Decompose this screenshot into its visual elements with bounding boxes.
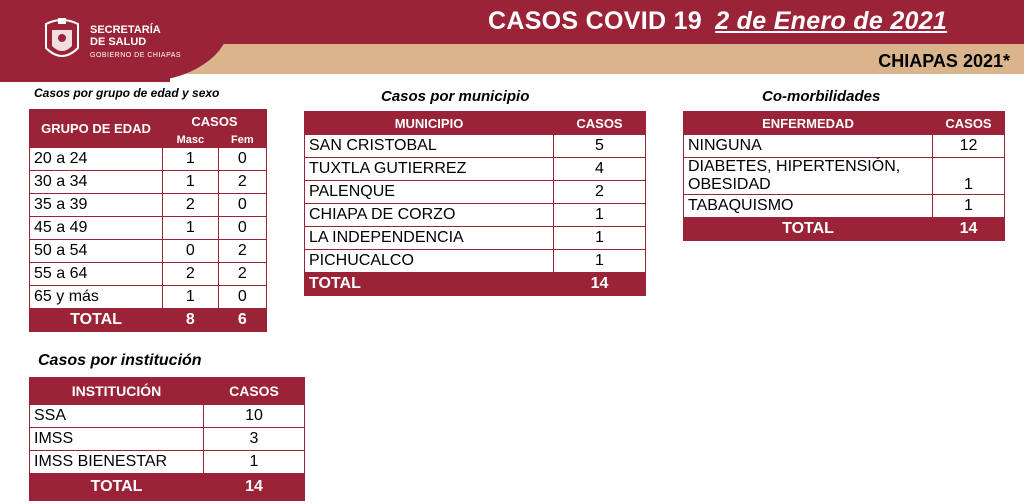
col-institucion: INSTITUCIÓN xyxy=(30,378,204,405)
age-sex-title: Casos por grupo de edad y sexo xyxy=(34,86,220,100)
cell-cases: 4 xyxy=(554,158,646,181)
total-row xyxy=(30,474,305,501)
table-row xyxy=(30,428,305,451)
total-row xyxy=(305,273,646,296)
brand-text xyxy=(90,24,181,62)
cell-group: 35 a 39 xyxy=(30,194,163,217)
table-row xyxy=(30,451,305,474)
institucion-table xyxy=(29,377,305,501)
col-municipio: MUNICIPIO xyxy=(305,112,554,135)
cell-name: IMSS BIENESTAR xyxy=(30,451,204,474)
total-label: TOTAL xyxy=(305,273,554,296)
table-row xyxy=(305,250,646,273)
cell-name: SSA xyxy=(30,405,204,428)
col-casos: CASOS xyxy=(204,378,305,405)
region-label: CHIAPAS 2021* xyxy=(878,51,1010,71)
cell-cases: 10 xyxy=(204,405,305,428)
cell-cases: 12 xyxy=(933,135,1005,158)
municipio-table xyxy=(304,111,646,296)
cell-name-line1: DIABETES, HIPERTENSIÓN, xyxy=(688,158,901,175)
cell-cases: 1 xyxy=(204,451,305,474)
table-row xyxy=(305,181,646,204)
cell-name: NINGUNA xyxy=(684,135,933,158)
coat-of-arms-icon xyxy=(42,14,82,66)
cell-name: TABAQUISMO xyxy=(684,195,933,218)
cell-masc: 2 xyxy=(163,263,219,286)
total-row xyxy=(684,218,1005,241)
table-row xyxy=(305,204,646,227)
cell-fem: 0 xyxy=(218,217,266,240)
table-row xyxy=(30,286,267,309)
age-sex-table xyxy=(29,109,267,332)
col-grupo-edad: GRUPO DE EDAD xyxy=(30,110,163,148)
cell-name: PALENQUE xyxy=(305,181,554,204)
table-row xyxy=(30,194,267,217)
cell-cases: 1 xyxy=(933,158,1005,195)
cell-fem: 0 xyxy=(218,148,266,171)
comorb-title: Co-morbilidades xyxy=(762,88,881,105)
table-row xyxy=(305,158,646,181)
cell-group: 50 a 54 xyxy=(30,240,163,263)
municipio-title: Casos por municipio xyxy=(381,88,530,105)
cell-fem: 0 xyxy=(218,194,266,217)
cell-name: IMSS xyxy=(30,428,204,451)
table-row xyxy=(30,405,305,428)
col-enfermedad: ENFERMEDAD xyxy=(684,112,933,135)
total-masc: 8 xyxy=(163,309,219,332)
cell-fem: 2 xyxy=(218,171,266,194)
cell-group: 65 y más xyxy=(30,286,163,309)
table-row xyxy=(30,240,267,263)
table-row xyxy=(305,227,646,250)
cell-masc: 1 xyxy=(163,217,219,240)
cell-masc: 0 xyxy=(163,240,219,263)
cell-cases: 1 xyxy=(554,227,646,250)
total-value: 14 xyxy=(204,474,305,501)
cell-name-line2: OBESIDAD xyxy=(688,176,771,193)
total-value: 14 xyxy=(554,273,646,296)
brand-line3: GOBIERNO DE CHIAPAS xyxy=(90,52,182,59)
cell-group: 45 a 49 xyxy=(30,217,163,240)
cell-name xyxy=(684,158,933,195)
col-casos: CASOS xyxy=(163,110,267,133)
brand-line2: DE SALUD xyxy=(90,36,147,48)
cell-cases: 1 xyxy=(554,250,646,273)
col-casos: CASOS xyxy=(933,112,1005,135)
cell-masc: 2 xyxy=(163,194,219,217)
brand-line1: SECRETARÍA xyxy=(90,24,161,36)
table-row xyxy=(30,263,267,286)
cell-fem: 2 xyxy=(218,240,266,263)
cell-name: LA INDEPENDENCIA xyxy=(305,227,554,250)
cell-group: 20 a 24 xyxy=(30,148,163,171)
cell-masc: 1 xyxy=(163,286,219,309)
table-row xyxy=(30,148,267,171)
table-row xyxy=(684,135,1005,158)
total-label: TOTAL xyxy=(30,474,204,501)
institucion-title: Casos por institución xyxy=(38,352,202,369)
cell-cases: 2 xyxy=(554,181,646,204)
total-label: TOTAL xyxy=(30,309,163,332)
cell-cases: 3 xyxy=(204,428,305,451)
table-row xyxy=(305,135,646,158)
cell-cases: 1 xyxy=(933,195,1005,218)
table-row xyxy=(30,217,267,240)
col-fem: Fem xyxy=(218,133,266,148)
cell-fem: 2 xyxy=(218,263,266,286)
page-title xyxy=(488,7,947,36)
comorb-table xyxy=(683,111,1005,241)
table-row xyxy=(684,158,1005,195)
cell-fem: 0 xyxy=(218,286,266,309)
table-row xyxy=(684,195,1005,218)
total-value: 14 xyxy=(933,218,1005,241)
cell-name: SAN CRISTOBAL xyxy=(305,135,554,158)
cell-group: 55 a 64 xyxy=(30,263,163,286)
col-casos: CASOS xyxy=(554,112,646,135)
cell-masc: 1 xyxy=(163,148,219,171)
header-banner xyxy=(0,0,1024,82)
col-masc: Masc xyxy=(163,133,219,148)
cell-name: CHIAPA DE CORZO xyxy=(305,204,554,227)
total-fem: 6 xyxy=(218,309,266,332)
cell-name: PICHUCALCO xyxy=(305,250,554,273)
cell-cases: 5 xyxy=(554,135,646,158)
cell-name: TUXTLA GUTIERREZ xyxy=(305,158,554,181)
total-row xyxy=(30,309,267,332)
cell-group: 30 a 34 xyxy=(30,171,163,194)
title-text: CASOS COVID 19 xyxy=(488,7,702,35)
table-row xyxy=(30,171,267,194)
cell-cases: 1 xyxy=(554,204,646,227)
total-label: TOTAL xyxy=(684,218,933,241)
title-date: 2 de Enero de 2021 xyxy=(715,7,948,35)
cell-masc: 1 xyxy=(163,171,219,194)
